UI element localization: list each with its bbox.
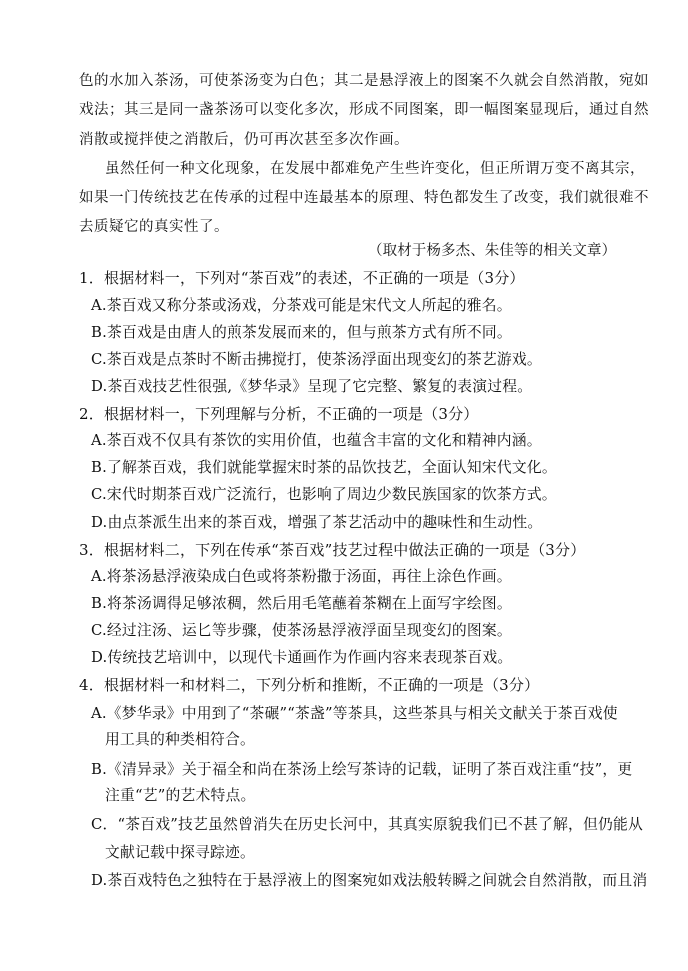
answer-option: B.《清异录》关于福全和尚在茶汤上绘写茶诗的记载，证明了茶百戏注重“技”，更 xyxy=(91,761,633,778)
answer-option: C．“茶百戏”技艺虽然曾消失在历史长河中，其真实原貌我们已不甚了解，但仍能从 xyxy=(91,816,643,833)
answer-option: A.将茶汤悬浮液染成白色或将茶粉撒于汤面，再往上涂色作画。 xyxy=(91,568,512,585)
paragraph-line: 如果一门传统技艺在传承的过程中连最基本的原理、特色都发生了改变，我们就很难不 xyxy=(79,190,649,206)
source-note: （取材于杨多杰、朱佳等的相关文章） xyxy=(368,243,617,259)
answer-option: B.茶百戏是由唐人的煎茶发展而来的，但与煎茶方式有所不同。 xyxy=(91,324,512,341)
question-stem: 4．根据材料一和材料二，下列分析和推断，不正确的一项是（3分） xyxy=(79,676,540,694)
answer-option: C.茶百戏是点茶时不断击拂搅打，使茶汤浮面出现变幻的茶艺游戏。 xyxy=(91,351,542,368)
answer-option-continuation: 用工具的种类相符合。 xyxy=(105,731,255,748)
paragraph-line: 戏法；其三是同一盏茶汤可以变化多次，形成不同图案，即一幅图案显现后，通过自然 xyxy=(79,102,649,118)
question-stem: 3．根据材料二，下列在传承“茶百戏”技艺过程中做法正确的一项是（3分） xyxy=(79,541,586,559)
answer-option: A.茶百戏又称分茶或汤戏，分茶戏可能是宋代文人所起的雅名。 xyxy=(91,297,512,314)
answer-option: C.经过注汤、运匕等步骤，使茶汤悬浮液浮面呈现变幻的图案。 xyxy=(91,622,512,639)
answer-option-continuation: 注重“艺”的艺术特点。 xyxy=(105,787,256,804)
answer-option: B.了解茶百戏，我们就能掌握宋时茶的品饮技艺，全面认知宋代文化。 xyxy=(91,459,557,476)
answer-option: D.茶百戏技艺性很强,《梦华录》呈现了它完整、繁复的表演过程。 xyxy=(91,378,533,395)
answer-option-continuation: 文献记载中探寻踪迹。 xyxy=(105,844,255,861)
answer-option: A.《梦华录》中用到了“茶碾”“茶盏”等茶具，这些茶具与相关文献关于茶百戏使 xyxy=(91,705,618,722)
question-stem: 1．根据材料一，下列对“茶百戏”的表述，不正确的一项是（3分） xyxy=(79,269,525,287)
paragraph-line: 虽然任何一种文化现象，在发展中都难免产生些许变化，但正所谓万变不离其宗， xyxy=(105,161,645,177)
paragraph-line: 色的水加入茶汤，可使茶汤变为白色；其二是悬浮液上的图案不久就会自然消散，宛如 xyxy=(79,73,649,89)
answer-option: B.将茶汤调得足够浓稠，然后用毛笔蘸着茶糊在上面写字绘图。 xyxy=(91,595,512,612)
answer-option: D.由点茶派生出来的茶百戏，增强了茶艺活动中的趣味性和生动性。 xyxy=(91,514,543,531)
paragraph-line: 消散或搅拌使之消散后，仍可再次甚至多次作画。 xyxy=(79,132,409,148)
paragraph-line: 去质疑它的真实性了。 xyxy=(79,219,229,235)
answer-option: A.茶百戏不仅具有茶饮的实用价值，也蕴含丰富的文化和精神内涵。 xyxy=(91,432,542,449)
answer-option: D.传统技艺培训中，以现代卡通画作为作画内容来表现茶百戏。 xyxy=(91,649,513,666)
answer-option: D.茶百戏特色之独特在于悬浮液上的图案宛如戏法般转瞬之间就会自然消散，而且消 xyxy=(91,872,648,889)
answer-option: C.宋代时期茶百戏广泛流行，也影响了周边少数民族国家的饮茶方式。 xyxy=(91,486,557,503)
question-stem: 2．根据材料一，下列理解与分析，不正确的一项是（3分） xyxy=(79,405,479,423)
